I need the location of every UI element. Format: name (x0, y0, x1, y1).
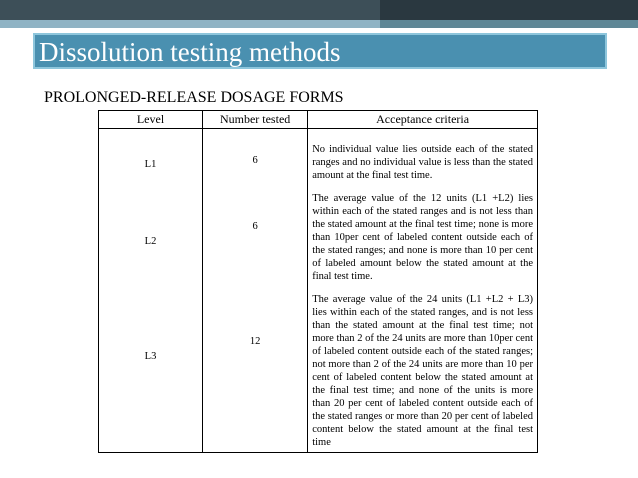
criteria-l2: The average value of the 12 units (L1 +L2) lies within each of the stated ranges and is not less than the stated amount at the final test time; none is more than 10per cent of labeled content outside each of the stated ranges; and none is more than 10 per cent of labeled amount below the stated amount at the final test time. (312, 193, 533, 282)
number-l1: 6 (252, 155, 258, 166)
slide-subtitle: PROLONGED-RELEASE DOSAGE FORMS (44, 89, 344, 106)
level-l1: L1 (144, 159, 157, 170)
number-l3: 12 (249, 336, 261, 347)
table-row (99, 129, 538, 453)
slide-title-box (33, 33, 607, 69)
level-l2: L2 (144, 236, 157, 247)
number-l2: 6 (252, 221, 258, 232)
acceptance-table (98, 110, 538, 453)
criteria-l3: The average value of the 24 units (L1 +L2 + L3) lies within each of the stated ranges, and is not less than the stated amount at the final test time; not more than 2 of the 24 units are more than 10per cent of labeled content outside each of the stated ranges; not more than 2 of the 24 units are more than 10 per cent of labeled content below the stated amount at the final test time; and none of the units is more than 20 per cent of labeled content outside each of the stated ranges or more than 20 per cent of labeled content below the stated amount at the final test time (312, 294, 533, 448)
header-acceptance-criteria: Acceptance criteria (308, 111, 538, 129)
header-bar-accent (380, 0, 638, 20)
criteria-column-cell (308, 129, 538, 453)
number-column-cell (203, 129, 308, 453)
level-l3: L3 (144, 351, 157, 362)
header-level: Level (99, 111, 203, 129)
table-header-row (99, 111, 538, 129)
criteria-l1: No individual value lies outside each of the stated ranges and no individual value is less than the stated amount at the final test time. (312, 144, 533, 181)
header-strip-accent (380, 20, 638, 28)
slide-title: Dissolution testing methods (39, 37, 341, 67)
header-number-tested: Number tested (203, 111, 308, 129)
level-column-cell (99, 129, 203, 453)
